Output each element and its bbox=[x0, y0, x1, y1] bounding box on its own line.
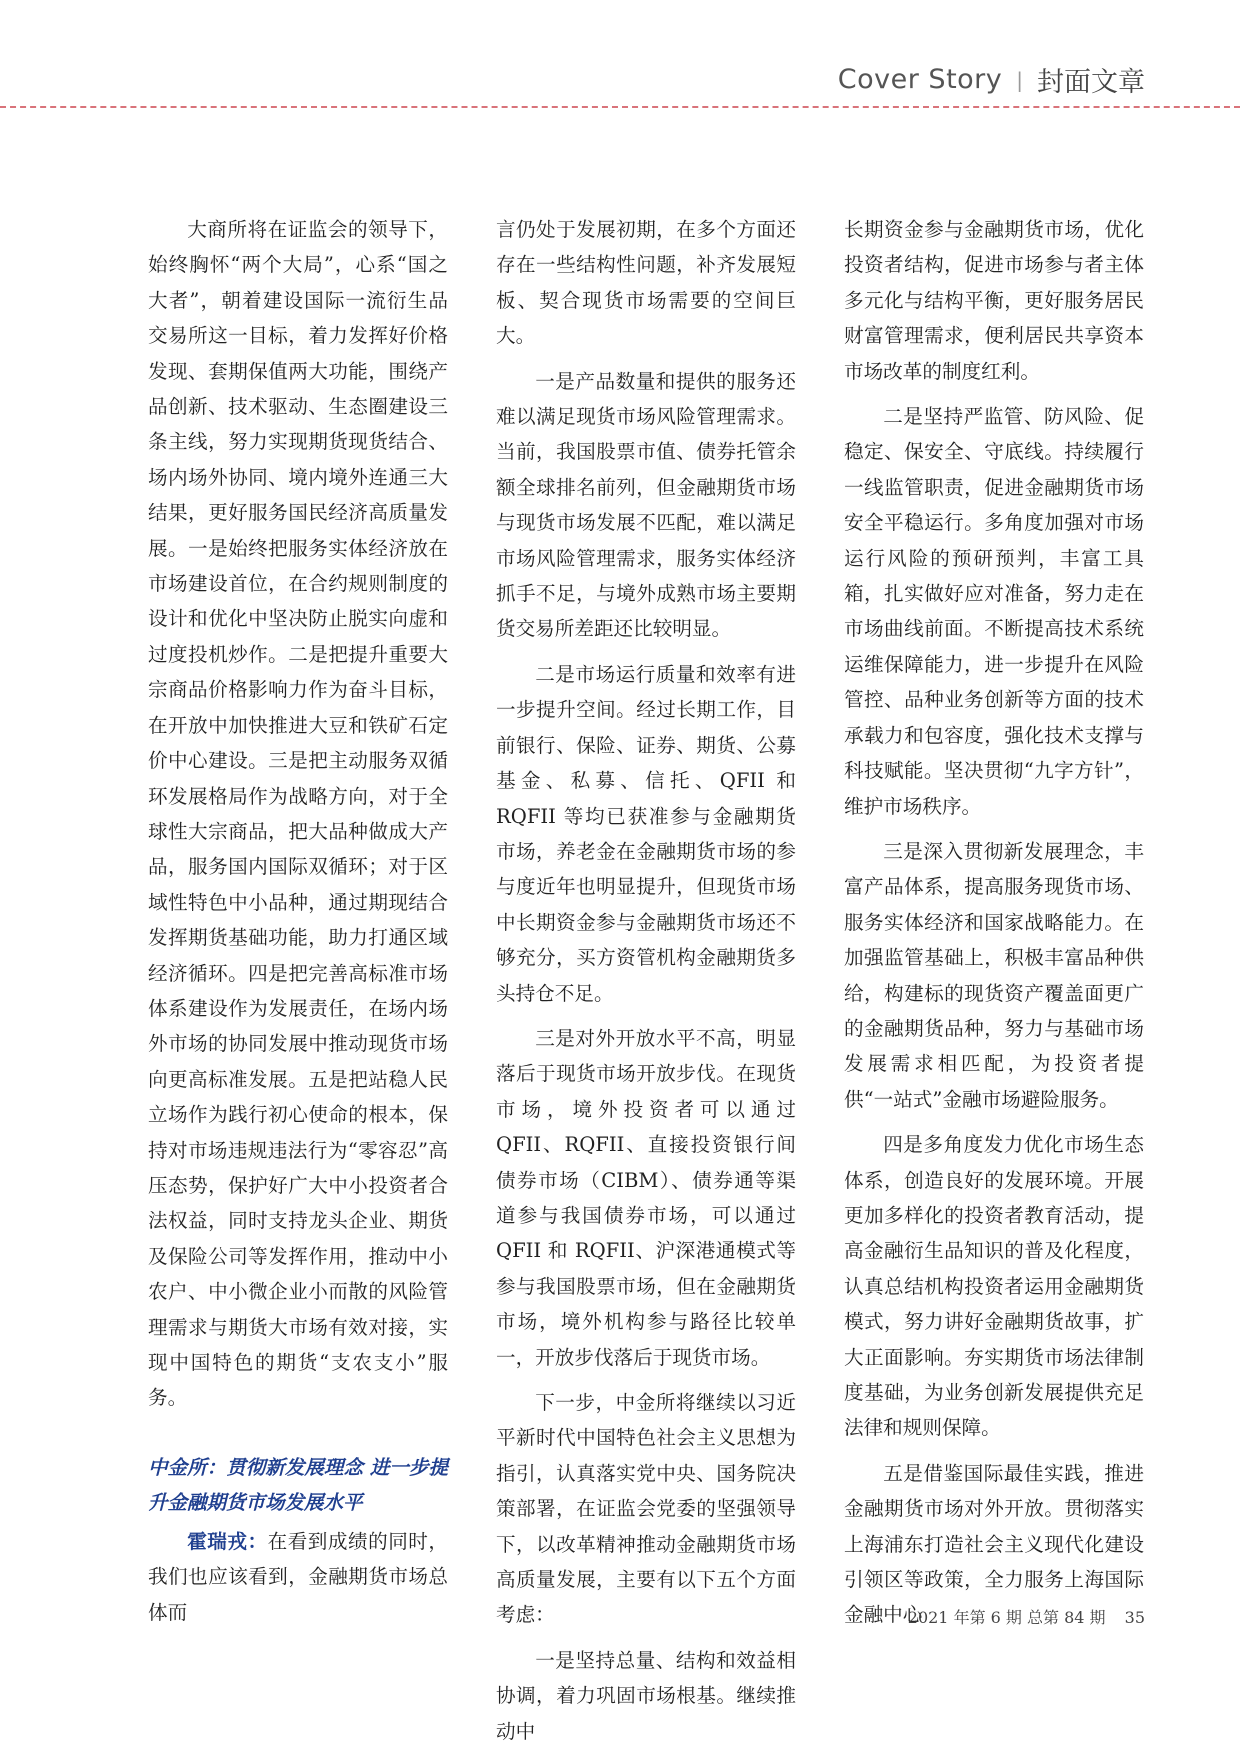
issue-info: 2021 年第 6 期 总第 84 期 bbox=[907, 1608, 1106, 1627]
paragraph bbox=[148, 1524, 448, 1630]
section-heading: 中金所：贯彻新发展理念 进一步提升金融期货市场发展水平 bbox=[148, 1455, 448, 1514]
header-separator: | bbox=[1016, 67, 1023, 92]
paragraph: 下一步，中金所将继续以习近平新时代中国特色社会主义思想为指引，认真落实党中央、国务院决策部署，在证监会党委的坚强领导下，以改革精神推动金融期货市场高质量发展，主要有以下五个方面考虑： bbox=[496, 1391, 796, 1627]
paragraph: 二是市场运行质量和效率有进一步提升空间。经过长期工作，目前银行、保险、证券、期货、公募基金、私募、信托、QFII 和 RQFII 等均已获准参与金融期货市场，养老金在金融期货市场的参与度近年也明显提升，但现货市场中长期资金参与金融期货市场还不够充分，买方资管机构金融期货多头持仓不足。 bbox=[496, 662, 796, 1005]
text-column-1 bbox=[148, 212, 448, 1630]
section-title-en: Cover Story bbox=[837, 64, 1003, 95]
paragraph: 三是对外开放水平不高，明显落后于现货市场开放步伐。在现货市场，境外投资者可以通过 QFII、RQFII、直接投资银行间债券市场（CIBM）、债券通等渠道参与我国债券市场，可以通过 QFII 和 RQFII、沪深港通模式等参与我国股票市场，但在金融期货市场，境外机构参与路径比较单一，开放步伐落后于现货市场。 bbox=[496, 1026, 796, 1369]
paragraph: 四是多角度发力优化市场生态体系，创造良好的发展环境。开展更加多样化的投资者教育活动，提高金融衍生品知识的普及化程度，认真总结机构投资者运用金融期货模式，努力讲好金融期货故事，扩大正面影响。夯实期货市场法律制度基础，为业务创新发展提供充足法律和规则保障。 bbox=[844, 1133, 1144, 1440]
page-footer bbox=[908, 1605, 1145, 1628]
paragraph: 一是产品数量和提供的服务还难以满足现货市场风险管理需求。当前，我国股票市值、债券托管余额全球排名前列，但金融期货市场与现货市场发展不匹配，难以满足市场风险管理需求，服务实体经济抓手不足，与境外成熟市场主要期货交易所差距还比较明显。 bbox=[496, 369, 796, 641]
speaker-name: 霍瑞戎： bbox=[187, 1529, 268, 1553]
running-header bbox=[838, 60, 1145, 99]
paragraph: 一是坚持总量、结构和效益相协调，着力巩固市场根基。继续推动中 bbox=[496, 1648, 796, 1743]
paragraph: 二是坚持严监管、防风险、促稳定、保安全、守底线。持续履行一线监管职责，促进金融期货市场安全平稳运行。多角度加强对市场运行风险的预研预判，丰富工具箱，扎实做好应对准备，努力走在市场曲线前面。不断提高技术系统运维保障能力，进一步提升在风险管控、品种业务创新等方面的技术承载力和包容度，强化技术支撑与科技赋能。坚决贯彻“九字方针”，维护市场秩序。 bbox=[844, 405, 1144, 818]
paragraph: 长期资金参与金融期货市场，优化投资者结构，促进市场参与者主体多元化与结构平衡，更好服务居民财富管理需求，便利居民共享资本市场改革的制度红利。 bbox=[844, 218, 1144, 383]
paragraph: 大商所将在证监会的领导下，始终胸怀“两个大局”，心系“国之大者”，朝着建设国际一流衍生品交易所这一目标，着力发挥好价格发现、套期保值两大功能，围绕产品创新、技术驱动、生态圈建设三条主线，努力实现期货现货结合、场内场外协同、境内境外连通三大结果，更好服务国民经济高质量发展。一是始终把服务实体经济放在市场建设首位，在合约规则制度的设计和优化中坚决防止脱实向虚和过度投机炒作。二是把提升重要大宗商品价格影响力作为奋斗目标，在开放中加快推进大豆和铁矿石定价中心建设。三是把主动服务双循环发展格局作为战略方向，对于全球性大宗商品，把大品种做成大产品，服务国内国际双循环；对于区域性特色中小品种，通过期现结合发挥期货基础功能，助力打通区域经济循环。四是把完善高标准市场体系建设作为发展责任，在场内场外市场的协同发展中推动现货市场向更高标准发展。五是把站稳人民立场作为践行初心使命的根本，保持对市场违规违法行为“零容忍”高压态势，保护好广大中小投资者合法权益，同时支持龙头企业、期货及保险公司等发挥作用，推动中小农户、中小微企业小而散的风险管理需求与期货大市场有效对接，实现中国特色的期货“支农支小”服务。 bbox=[148, 218, 448, 1410]
text-column-3 bbox=[844, 212, 1144, 1633]
paragraph: 三是深入贯彻新发展理念，丰富产品体系，提高服务现货市场、服务实体经济和国家战略能力。在加强监管基础上，积极丰富品种供给，构建标的现货资产覆盖面更广的金融期货品种，努力与基础市场发展需求相匹配，为投资者提供“一站式”金融市场避险服务。 bbox=[844, 839, 1144, 1111]
paragraph: 五是借鉴国际最佳实践，推进金融期货市场对外开放。贯彻落实上海浦东打造社会主义现代化建设引领区等政策，全力服务上海国际金融中心 bbox=[844, 1461, 1144, 1627]
paragraph: 言仍处于发展初期，在多个方面还存在一些结构性问题，补齐发展短板、契合现货市场需要的空间巨大。 bbox=[496, 218, 796, 348]
paragraph-text: 在看到成绩的同时，我们也应该看到，金融期货市场总体而 bbox=[148, 1529, 448, 1624]
header-divider bbox=[0, 106, 1240, 108]
text-column-2 bbox=[496, 212, 796, 1749]
page-number: 35 bbox=[1124, 1608, 1145, 1627]
section-title-zh: 封面文章 bbox=[1037, 67, 1145, 98]
